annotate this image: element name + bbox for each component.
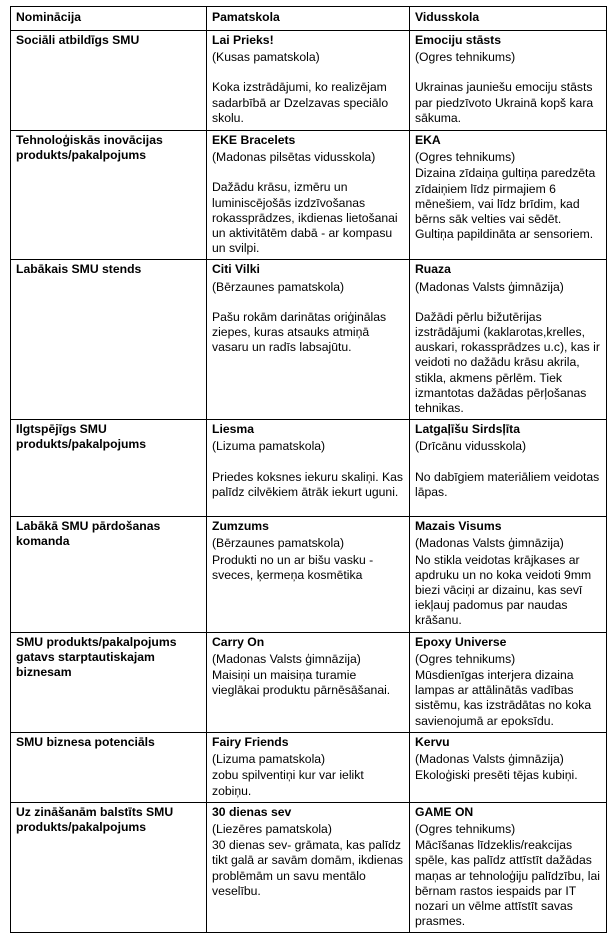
project-description: Priedes koksnes iekuru skaliņi. Kas palīdz cilvēkiem ātrāk iekurt uguni.	[212, 469, 404, 499]
project-name: Emociju stāsts	[415, 33, 502, 47]
nominations-table	[10, 6, 607, 933]
header-primary-school: Pamatskola	[207, 7, 410, 31]
category-cell: Sociāli atbildīgs SMU	[11, 31, 207, 131]
school-name: (Drīcānu vidusskola)	[415, 439, 527, 454]
category-cell: Ilgtspējīgs SMU produkts/pakalpojums	[11, 420, 207, 517]
school-name: (Madonas Valsts ģimnāzija)	[415, 279, 564, 294]
school-name: (Madonas pilsētas vidusskola)	[212, 150, 376, 165]
school-name: (Bērzaunes pamatskola)	[212, 536, 345, 551]
table-row	[11, 131, 607, 260]
primary-cell	[207, 31, 410, 131]
project-description: Pašu rokām darinātas oriģinālas ziepes, kuras atsauks atmiņā vasaru un radīs labsajūtu.	[212, 309, 387, 355]
school-name: (Madonas Valsts ģimnāzija)	[415, 752, 564, 767]
project-description: Dažādi pērlu bižutērijas izstrādājumi (kaklarotas,krelles, auskari, rokassprādzes u.c), kas ir veidoti no dažādu krāsu akrila, stikla, akmens pērlēm. Tiek izmantotas dažādas pērļošanas tehnikas.	[415, 309, 600, 416]
secondary-cell	[410, 802, 607, 933]
table-row	[11, 31, 607, 131]
school-name: (Madonas Valsts ģimnāzija)	[212, 651, 361, 666]
project-description: No stikla veidotas krājkases ar apdruku un no koka veidoti 9mm biezi vāciņi ar dizainu, kas sevī iekļauj padomus par naudas krāšanu.	[415, 552, 592, 628]
project-description: Maisiņi un maisiņa turamie vieglākai produktu pārnēsāšanai.	[212, 668, 391, 698]
project-name: EKA	[415, 133, 441, 147]
project-description: Ukrainas jauniešu emociju stāsts par piedzīvoto Ukrainā kopš kara sākuma.	[415, 80, 594, 125]
category-cell: Labākais SMU stends	[11, 260, 207, 420]
header-row	[11, 7, 607, 31]
category-cell: SMU produkts/pakalpojums gatavs starptautiskajam biznesam	[11, 632, 207, 732]
school-name: (Ogres tehnikums)	[415, 50, 516, 65]
project-description: Dizaina zīdaiņa gultiņa paredzēta zīdaiņiem līdz pirmajiem 6 mēnešiem, vai līdz brīdim, kad bērns sāk velties vai sēdēt. Gultiņa papildināta ar sensoriem.	[415, 166, 596, 242]
category-cell: SMU biznesa potenciāls	[11, 732, 207, 802]
school-name: (Ogres tehnikums)	[415, 150, 516, 165]
primary-cell	[207, 260, 410, 420]
project-description: No dabīgiem materiāliem veidotas lāpas.	[415, 469, 600, 499]
secondary-cell	[410, 517, 607, 632]
project-description: Mācīšanas līdzeklis/reakcijas spēle, kas palīdz attīstīt dažādas maņas ar tehnoloģiju palīdzību, lai bērnam rastos iespaids par IT nozari un vēlme attīstīt savas prasmes.	[415, 838, 600, 929]
project-name: 30 dienas sev	[212, 804, 292, 819]
table-row	[11, 517, 607, 632]
school-name: (Bērzaunes pamatskola)	[212, 279, 345, 294]
project-name: Latgaļīšu Sirdsļīta	[415, 422, 520, 437]
project-name: Epoxy Universe	[415, 634, 507, 649]
secondary-cell	[410, 31, 607, 131]
primary-cell	[207, 420, 410, 517]
project-name: EKE Bracelets	[212, 133, 296, 147]
school-name: (Kusas pamatskola)	[212, 50, 320, 65]
secondary-cell	[410, 732, 607, 802]
secondary-cell	[410, 632, 607, 732]
table-row	[11, 420, 607, 517]
primary-cell	[207, 732, 410, 802]
project-name: Mazais Visums	[415, 519, 502, 534]
category-cell: Uz zināšanām balstīts SMU produkts/pakalpojums	[11, 802, 207, 933]
project-description: Dažādu krāsu, izmēru un luminiscējošās izdzīvošanas rokassprādzes, ikdienas lietošanai un aktivitātēm dabā - ar kompasu un svilpi.	[212, 180, 398, 256]
table-row	[11, 260, 607, 420]
school-name: (Lizuma pamatskola)	[212, 752, 326, 767]
school-name: (Lizuma pamatskola)	[212, 439, 326, 454]
table-row	[11, 632, 607, 732]
school-name: (Ogres tehnikums)	[415, 821, 516, 836]
table-row	[11, 732, 607, 802]
project-description: Ekoloģiski presēti tējas kubiņi.	[415, 768, 578, 783]
header-secondary-school: Vidusskola	[410, 7, 607, 31]
project-description: zobu spilventiņi kur var ielikt zobiņu.	[212, 768, 364, 798]
project-name: Citi Vilki	[212, 262, 260, 277]
secondary-cell	[410, 131, 607, 260]
project-description: Produkti no un ar bišu vasku - sveces, ķermeņa kosmētika	[212, 552, 374, 582]
project-name: Zumzums	[212, 519, 269, 534]
school-name: (Madonas Valsts ģimnāzija)	[415, 536, 564, 551]
project-description: Mūsdienīgas interjera dizaina lampas ar attālinātās vadības sistēmu, kas izstrādātas no koka savienojumā ar epoksīdu.	[415, 668, 592, 728]
primary-cell	[207, 517, 410, 632]
primary-cell	[207, 131, 410, 260]
project-name: Lai Prieks!	[212, 33, 274, 47]
primary-cell	[207, 632, 410, 732]
project-name: Carry On	[212, 634, 265, 649]
secondary-cell	[410, 420, 607, 517]
project-description: Koka izstrādājumi, ko realizējam sadarbībā ar Dzelzavas speciālo skolu.	[212, 80, 389, 125]
project-name: Kervu	[415, 734, 450, 749]
secondary-cell	[410, 260, 607, 420]
category-cell: Labākā SMU pārdošanas komanda	[11, 517, 207, 632]
project-name: Ruaza	[415, 262, 451, 277]
school-name: (Liezēres pamatskola)	[212, 821, 332, 836]
table-row	[11, 802, 607, 933]
category-cell: Tehnoloģiskās inovācijas produkts/pakalpojums	[11, 131, 207, 260]
school-name: (Ogres tehnikums)	[415, 651, 516, 666]
project-name: Liesma	[212, 422, 255, 437]
project-name: Fairy Friends	[212, 734, 289, 749]
header-nomination: Nominācija	[11, 7, 207, 31]
primary-cell	[207, 802, 410, 933]
project-description: 30 dienas sev- grāmata, kas palīdz tikt galā ar savām domām, ikdienas problēmām un savu mentālo veselību.	[212, 838, 404, 898]
project-name: GAME ON	[415, 804, 474, 819]
